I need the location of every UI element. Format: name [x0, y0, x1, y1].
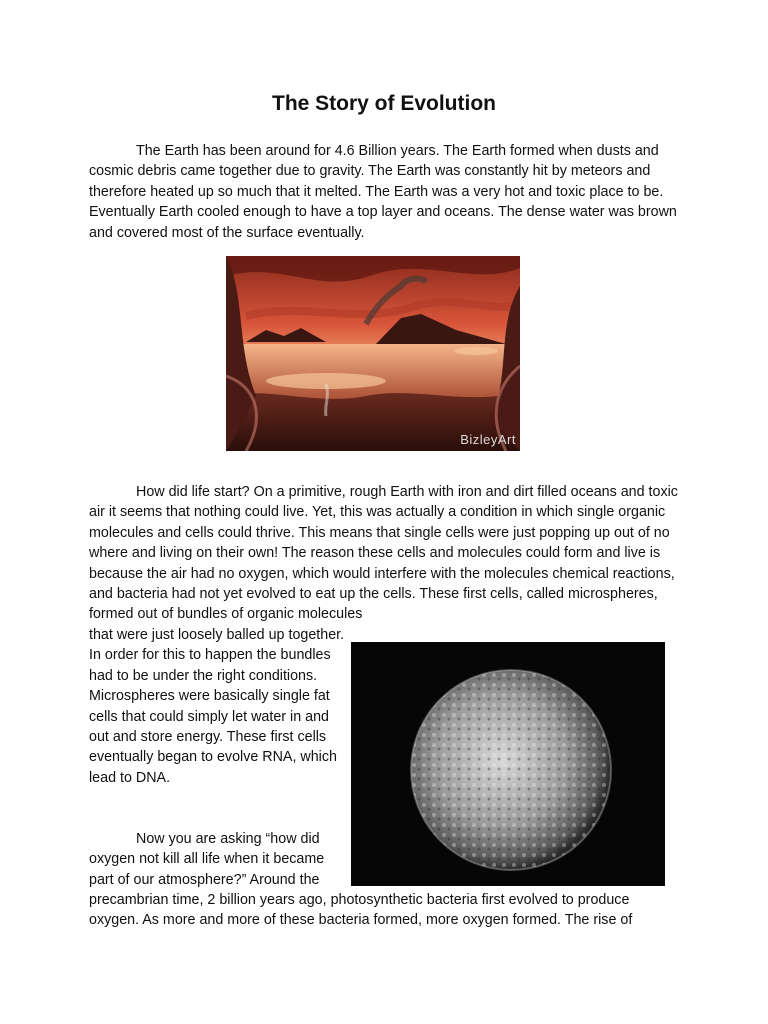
- paragraph-text: Now you are asking “how did oxygen not kill all life when it became part of our atmosphere?” Around the: [89, 831, 325, 888]
- paragraph-text: The Earth has been around for 4.6 Billion years. The Earth formed when dusts and cosmic debris came together due to gravity. The Earth was constantly hit by meteors and therefore heated up so much that it melted. The Earth was a very hot and toxic place to be. Eventually Earth cooled enough to have a top layer and oceans. The dense water was brown and covered most of the surface eventually.: [89, 143, 677, 241]
- paragraph-text: How did life start? On a primitive, rough Earth with iron and dirt filled oceans and toxic air it seems that nothing could live. Yet, this was actually a condition in which single organic molecules and cells could thrive. This means that single cells were just popping up out of no where and living on their own! The reason these cells and molecules could form and live is because the air had no oxygen, which would interfere with the molecules chemical reactions, and bacteria had not yet evolved to eat up the cells. These first cells, called microspheres, formed out of bundles of organic molecules: [89, 484, 678, 623]
- paragraph-oxygen-question: [89, 829, 347, 890]
- paragraph-microspheres: that were just loosely balled up together. In order for this to happen the bundles had to be under the right conditions. Microspheres were basically single fat cells that could simply let water in and out and store energy. These first cells eventually began to evolve RNA, which lead to DNA.: [89, 627, 345, 786]
- paragraph-life-start: [89, 482, 679, 625]
- paragraph-earth-formation: [89, 141, 679, 243]
- microsphere-micrograph: [351, 642, 665, 886]
- early-earth-illustration: [226, 256, 520, 451]
- document-title: The Story of Evolution: [272, 92, 496, 115]
- volcanic-landscape-image: [226, 256, 520, 451]
- microsphere-cell-image: [351, 642, 665, 886]
- image-watermark: BizleyArt: [460, 432, 516, 447]
- paragraph-precambrian: precambrian time, 2 billion years ago, photosynthetic bacteria first evolved to produce oxygen. As more and more of these bacteria formed, more oxygen formed. The rise of: [89, 892, 633, 929]
